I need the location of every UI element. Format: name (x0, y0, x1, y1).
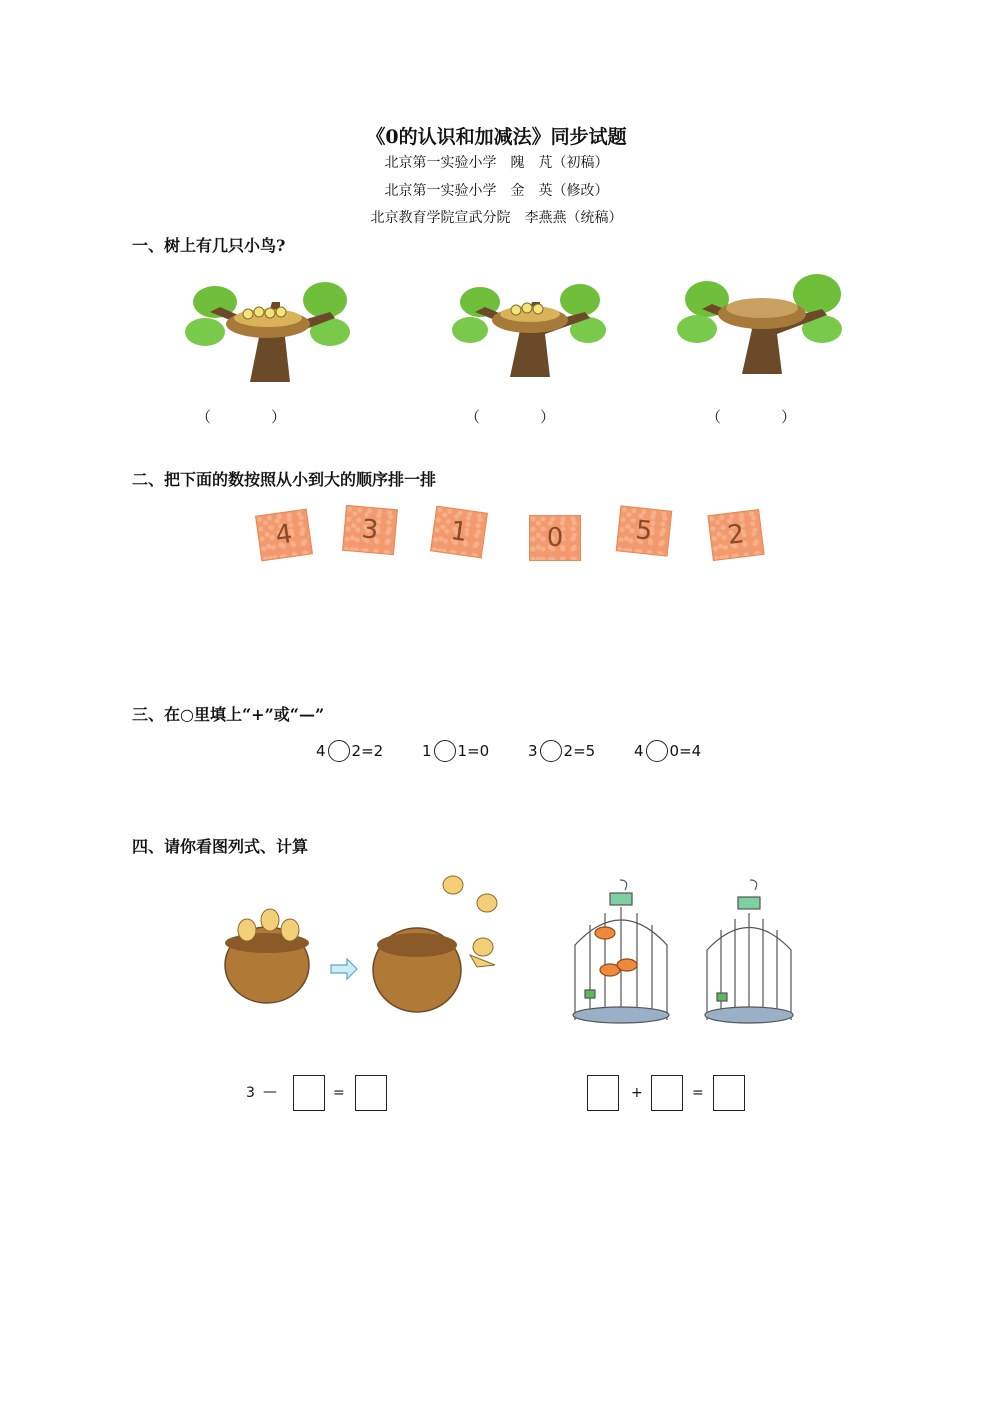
answer-paren-2[interactable]: （ ） (465, 408, 556, 426)
eq1-answer-box-2[interactable] (355, 1075, 387, 1111)
eq2-answer-box-1[interactable] (587, 1075, 619, 1111)
tree-nest-with-birds-1 (180, 272, 355, 387)
eq1-equals-sign: = (333, 1085, 345, 1101)
nest-icon (373, 928, 461, 1012)
section-4-heading: 四、请你看图列式、计算 (132, 837, 309, 856)
equation-right: 2=5 (563, 742, 596, 760)
equation-right: 2=2 (351, 742, 384, 760)
equation-right: 0=4 (669, 742, 702, 760)
operator-circle[interactable] (540, 740, 562, 762)
arrow-right-icon (331, 959, 357, 979)
section-1-heading: 一、树上有几只小鸟? (132, 236, 286, 255)
empty-birdcage-icon (705, 880, 793, 1023)
eq2-answer-box-2[interactable] (651, 1075, 683, 1111)
operator-circle[interactable] (328, 740, 350, 762)
author-line-2: 北京第一实验小学 金 英（修改） (384, 183, 609, 199)
nest-birds-flying-picture (215, 865, 515, 1025)
eq2-answer-box-3[interactable] (713, 1075, 745, 1111)
tree-nest-with-birds-2 (450, 272, 610, 382)
birdcage-icon (573, 880, 669, 1023)
number-card-3: 3 (342, 505, 398, 555)
section-2-heading: 二、把下面的数按照从小到大的顺序排一排 (132, 470, 437, 489)
page-title: 《0的认识和加减法》同步试题 (366, 126, 627, 148)
operator-circle[interactable] (434, 740, 456, 762)
equation-3 (528, 740, 595, 762)
equation-left: 4 (634, 742, 644, 760)
eq1-answer-box-1[interactable] (293, 1075, 325, 1111)
number-card-0: 0 (529, 515, 581, 561)
equation-left: 4 (316, 742, 326, 760)
author-line-1: 北京第一实验小学 隗 芃（初稿） (384, 155, 609, 171)
eq1-minus-sign: — (263, 1084, 277, 1100)
number-card-2: 2 (707, 509, 764, 561)
answer-paren-1[interactable]: （ ） (196, 408, 287, 426)
section-3-heading: 三、在○里填上“+”或“—” (132, 705, 325, 724)
birdcages-picture (565, 875, 805, 1030)
eq2-equals-sign: = (692, 1085, 704, 1101)
equation-right: 1=0 (457, 742, 490, 760)
number-card-5: 5 (616, 505, 673, 556)
eq1-start-number: 3 (246, 1085, 255, 1101)
operator-circle[interactable] (646, 740, 668, 762)
equation-1 (316, 740, 383, 762)
equation-left: 3 (528, 742, 538, 760)
tree-empty-nest (672, 264, 847, 379)
equation-2 (422, 740, 489, 762)
answer-paren-3[interactable]: （ ） (706, 408, 797, 426)
equation-left: 1 (422, 742, 432, 760)
number-card-1: 1 (430, 506, 488, 559)
birds-icon (511, 303, 543, 315)
number-card-4: 4 (255, 509, 313, 562)
author-line-3: 北京教育学院宣武分院 李燕燕（统稿） (370, 210, 623, 226)
equation-4 (634, 740, 701, 762)
nest-icon (718, 298, 806, 329)
eq2-plus-sign: + (631, 1085, 643, 1101)
